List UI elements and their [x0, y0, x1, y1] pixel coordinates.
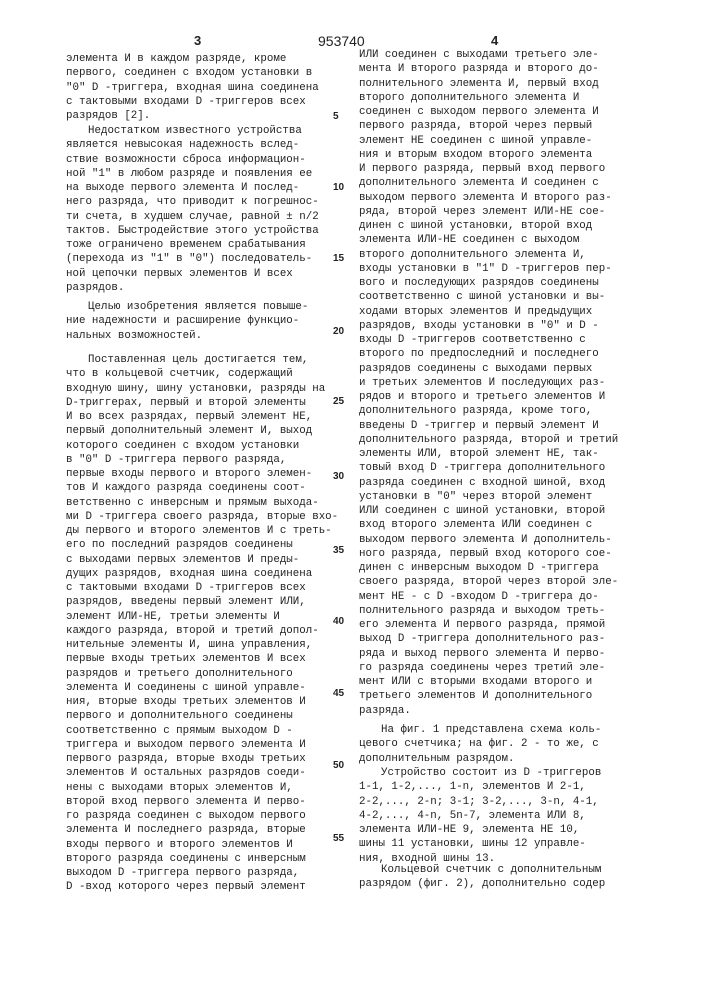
text-line: элементов И остальных разрядов соеди- [66, 766, 338, 780]
text-line: D-триггерах, первый и второй элементы [66, 396, 338, 410]
text-line: на выходе первого элемента И послед- [66, 181, 319, 195]
text-line: разрядов, введены первый элемент ИЛИ, [66, 595, 338, 609]
text-line: 1-1, 1-2,..., 1-n, элементов И 2-1, [359, 780, 601, 794]
line-number: 45 [333, 688, 344, 699]
text-line: выходом D -триггера первого разряда, [66, 866, 338, 880]
text-line: и третьих элементов И последующих раз- [359, 376, 618, 390]
text-line: ряда и выход первого элемента И перво- [359, 647, 618, 661]
text-line: разрядов [2]. [66, 109, 319, 123]
text-line: установки в "0" через второй элемент [359, 490, 618, 504]
text-line: третьего элементов И дополнительного [359, 689, 618, 703]
patent-number: 953740 [318, 33, 365, 49]
text-line: тоже ограничено временем срабатывания [66, 238, 319, 252]
text-line: соответственно с шиной установки и вы- [359, 290, 618, 304]
text-line: Целью изобретения является повыше- [66, 300, 308, 314]
text-line: го разряда соединен с выходом первого [66, 809, 338, 823]
text-line: Кольцевой счетчик с дополнительным [359, 863, 605, 877]
text-line: дущих разрядов, входная шина соединена [66, 567, 338, 581]
text-line: элементы ИЛИ, второй элемент НЕ, так- [359, 447, 618, 461]
text-line: дополнительного разряда, второй и третий [359, 433, 618, 447]
line-number: 10 [333, 182, 344, 193]
text-line: шины 11 установки, шины 12 управле- [359, 837, 601, 851]
text-line: первого, соединен с входом установки в [66, 66, 319, 80]
text-line: ния, входной шины 13. [359, 852, 601, 866]
text-line: выходом первого элемента И дополнитель- [359, 533, 618, 547]
text-line: с выходами первых элементов И преды- [66, 553, 338, 567]
text-line: ствие возможности сброса информацион- [66, 153, 319, 167]
left-page-number: 3 [194, 33, 201, 48]
text-line: выходом первого элемента И второго раз- [359, 191, 618, 205]
paragraph [359, 863, 605, 892]
text-line: 2-2,..., 2-n; 3-1; 3-2,..., 3-n, 4-1, [359, 795, 601, 809]
text-line: выход D -триггера дополнительного раз- [359, 632, 618, 646]
text-line: элемента ИЛИ-НЕ 9, элемента НЕ 10, [359, 823, 601, 837]
text-line: дополнительным разрядом. [359, 752, 601, 766]
text-line: соответственно с прямым выходом D - [66, 724, 338, 738]
line-number: 25 [333, 396, 344, 407]
text-line: ния, вторые входы третьих элементов И [66, 695, 338, 709]
text-line: которого соединен с входом установки [66, 439, 338, 453]
text-line: ние надежности и расширение функцио- [66, 314, 308, 328]
paragraph [66, 300, 308, 343]
text-line: с тактовыми входами D -триггеров всех [66, 95, 319, 109]
paragraph [359, 723, 601, 766]
text-line: ного разряда, первый вход которого сое- [359, 547, 618, 561]
text-line: первые входы третьих элементов И всех [66, 652, 338, 666]
text-line: второй вход первого элемента И перво- [66, 795, 338, 809]
paragraph [66, 52, 319, 123]
text-line: 4-2,..., 4-n, 5n-7, элемента ИЛИ 8, [359, 809, 601, 823]
text-line: вого и последующих разрядов соединены [359, 276, 618, 290]
text-line: ИЛИ соединен с шиной установки, второй [359, 504, 618, 518]
text-line: второго по предпоследний и последнего [359, 347, 618, 361]
text-line: цевого счетчика; на фиг. 2 - то же, с [359, 737, 601, 751]
text-line: разрядов, входы установки в "0" и D - [359, 319, 618, 333]
paragraph [359, 48, 618, 718]
text-line: разрядов. [66, 281, 319, 295]
text-line: его элемента И первого разряда, прямой [359, 618, 618, 632]
text-line: разряда. [359, 704, 618, 718]
text-line: Поставленная цель достигается тем, [66, 353, 338, 367]
text-line: нительные элементы И, шина управления, [66, 638, 338, 652]
text-line: второго дополнительного элемента И [359, 91, 618, 105]
text-line: первого и дополнительного соединены [66, 709, 338, 723]
text-line: ной цепочки первых элементов И всех [66, 267, 319, 281]
text-line: входы установки в "1" D -триггеров пер- [359, 262, 618, 276]
text-line: ти счета, в худшем случае, равной ± n/2 [66, 210, 319, 224]
text-line: динен с инверсным выходом D -триггера [359, 561, 618, 575]
text-line: элемент ИЛИ-НЕ, третьи элементы И [66, 610, 338, 624]
text-line: полнительного элемента И, первый вход [359, 77, 618, 91]
text-line: разрядов и третьего дополнительного [66, 667, 338, 681]
paragraph [66, 124, 319, 295]
text-line: первые входы первого и второго элемен- [66, 467, 338, 481]
line-number: 40 [333, 616, 344, 627]
text-line: ветственно с инверсным и прямым выхода- [66, 496, 338, 510]
text-line: Недостатком известного устройства [66, 124, 319, 138]
text-line: нены с выходами вторых элементов И, [66, 781, 338, 795]
text-line: введены D -триггер и первый элемент И [359, 419, 618, 433]
text-line: мент НЕ - с D -входом D -триггера до- [359, 590, 618, 604]
text-line: И во всех разрядах, первый элемент НЕ, [66, 410, 338, 424]
text-line: в "0" D -триггера первого разряда, [66, 453, 338, 467]
right-page-number: 4 [491, 33, 498, 48]
text-line: является невысокая надежность вслед- [66, 138, 319, 152]
text-line: разрядом (фиг. 2), дополнительно содер [359, 877, 605, 891]
text-line: мента И второго разряда и второго до- [359, 62, 618, 76]
text-line: вход второго элемента ИЛИ соединен с [359, 518, 618, 532]
text-line: элемента И в каждом разряде, кроме [66, 52, 319, 66]
paragraph [66, 353, 338, 895]
line-number: 50 [333, 760, 344, 771]
text-line: "0" D -триггера, входная шина соединена [66, 81, 319, 95]
text-line: (перехода из "1" в "0") последователь- [66, 252, 319, 266]
text-line: входы первого и второго элементов И [66, 838, 338, 852]
text-line: D -вход которого через первый элемент [66, 880, 338, 894]
text-line: первый дополнительный элемент И, выход [66, 424, 338, 438]
text-line: него разряда, что приводит к погрешнос- [66, 195, 319, 209]
text-line: И первого разряда, первый вход первого [359, 162, 618, 176]
text-line: каждого разряда, второй и третий допол- [66, 624, 338, 638]
text-line: ния и вторым входом второго элемента [359, 148, 618, 162]
line-number: 15 [333, 253, 344, 264]
text-line: разрядов соединены с выходами первых [359, 362, 618, 376]
text-line: тов И каждого разряда соединены соот- [66, 481, 338, 495]
line-number: 20 [333, 326, 344, 337]
text-line: второго дополнительного элемента И, [359, 248, 618, 262]
text-line: входы D -триггеров соответственно с [359, 333, 618, 347]
text-line: дополнительного элемента И соединен с [359, 176, 618, 190]
text-line: элемента И последнего разряда, вторые [66, 823, 338, 837]
paragraph [359, 766, 601, 866]
text-line: своего разряда, второй через второй эле- [359, 575, 618, 589]
text-line: мент ИЛИ с вторыми входами второго и [359, 675, 618, 689]
text-line: первого разряда, вторые входы третьих [66, 752, 338, 766]
text-line: На фиг. 1 представлена схема коль- [359, 723, 601, 737]
text-line: дополнительного разряда, кроме того, [359, 404, 618, 418]
line-number: 5 [333, 111, 339, 122]
text-line: рядов и второго и третьего элементов И [359, 390, 618, 404]
text-line: входную шину, шину установки, разряды на [66, 382, 338, 396]
text-line: элемента И соединены с шиной управле- [66, 681, 338, 695]
text-line: разряда соединен с входной шиной, вход [359, 476, 618, 490]
text-line: Устройство состоит из D -триггеров [359, 766, 601, 780]
text-line: ИЛИ соединен с выходами третьего эле- [359, 48, 618, 62]
text-line: ходами вторых элементов И предыдущих [359, 305, 618, 319]
text-line: ды первого и второго элементов И с треть- [66, 524, 338, 538]
text-line: го разряда соединены через третий эле- [359, 661, 618, 675]
text-line: триггера и выходом первого элемента И [66, 738, 338, 752]
text-line: второго разряда соединены с инверсным [66, 852, 338, 866]
text-line: первого разряда, второй через первый [359, 119, 618, 133]
text-line: соединен с выходом первого элемента И [359, 105, 618, 119]
text-line: нальных возможностей. [66, 329, 308, 343]
line-number: 55 [333, 833, 344, 844]
text-line: с тактовыми входами D -триггеров всех [66, 581, 338, 595]
text-line: ной "1" в любом разряде и появления ее [66, 167, 319, 181]
text-line: товый вход D -триггера дополнительного [359, 461, 618, 475]
text-line: что в кольцевой счетчик, содержащий [66, 367, 338, 381]
text-line: ми D -триггера своего разряда, вторые вхо- [66, 510, 338, 524]
text-line: его по последний разрядов соединены [66, 538, 338, 552]
text-line: полнительного разряда и выходом треть- [359, 604, 618, 618]
text-line: динен с шиной установки, второй вход [359, 219, 618, 233]
line-number: 35 [333, 545, 344, 556]
text-line: ряда, второй через элемент ИЛИ-НЕ сое- [359, 205, 618, 219]
text-line: элемента ИЛИ-НЕ соединен с выходом [359, 233, 618, 247]
text-line: тактов. Быстродействие этого устройства [66, 224, 319, 238]
line-number: 30 [333, 471, 344, 482]
text-line: элемент НЕ соединен с шиной управле- [359, 134, 618, 148]
